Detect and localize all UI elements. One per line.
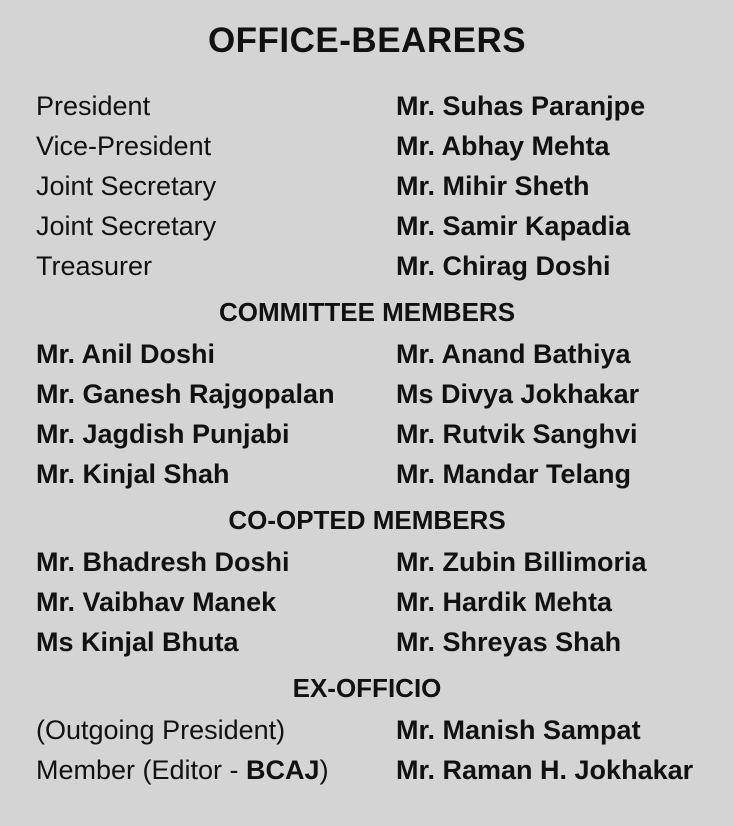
member-name: Mr. Raman H. Jokhakar: [396, 755, 694, 785]
journal-abbreviation: BCAJ: [246, 755, 320, 785]
list-item: [0, 542, 734, 582]
member-name: Mr. Zubin Billimoria: [396, 547, 647, 577]
member-name: Mr. Anil Doshi: [36, 339, 216, 369]
ex-officio-heading: EX-OFFICIO: [292, 673, 442, 703]
member-name: Ms Kinjal Bhuta: [36, 627, 239, 657]
member-name: Mr. Rutvik Sanghvi: [396, 419, 638, 449]
member-name: Mr. Abhay Mehta: [396, 131, 610, 161]
role-label-prefix: Member (Editor -: [36, 755, 247, 785]
list-item: [0, 582, 734, 622]
list-item: [0, 86, 734, 126]
member-name: Mr. Suhas Paranjpe: [396, 91, 646, 121]
role-label: Vice-President: [36, 131, 212, 161]
role-label-suffix: ): [319, 755, 329, 785]
list-item: [0, 246, 734, 286]
list-item: [0, 750, 734, 790]
member-name: Mr. Bhadresh Doshi: [36, 547, 290, 577]
page-title: OFFICE-BEARERS: [207, 21, 527, 60]
member-name: Mr. Vaibhav Manek: [36, 587, 277, 617]
member-name: Ms Divya Jokhakar: [396, 379, 640, 409]
member-name: Mr. Hardik Mehta: [396, 587, 613, 617]
list-item: [0, 334, 734, 374]
member-name: Mr. Mandar Telang: [396, 459, 632, 489]
member-name: Mr. Ganesh Rajgopalan: [36, 379, 335, 409]
role-label: Treasurer: [36, 251, 153, 281]
list-item: [0, 206, 734, 246]
role-label: Joint Secretary: [36, 211, 217, 241]
list-item: [0, 710, 734, 750]
list-item: [0, 126, 734, 166]
ex-officio-list: [0, 710, 734, 790]
list-item: [0, 374, 734, 414]
co-opted-members-list: [0, 542, 734, 662]
list-item: [0, 622, 734, 662]
list-item: [0, 414, 734, 454]
member-name: Mr. Anand Bathiya: [396, 339, 631, 369]
member-name: Mr. Kinjal Shah: [36, 459, 230, 489]
role-label: Joint Secretary: [36, 171, 217, 201]
role-label: President: [36, 91, 151, 121]
committee-members-list: [0, 334, 734, 494]
role-label: (Outgoing President): [36, 715, 286, 745]
committee-members-heading: COMMITTEE MEMBERS: [218, 297, 516, 327]
office-bearers-list: [0, 86, 734, 286]
member-name: Mr. Shreyas Shah: [396, 627, 622, 657]
member-name: Mr. Manish Sampat: [396, 715, 641, 745]
member-name: Mr. Mihir Sheth: [396, 171, 590, 201]
member-name: Mr. Samir Kapadia: [396, 211, 631, 241]
member-name: Mr. Chirag Doshi: [396, 251, 611, 281]
list-item: [0, 454, 734, 494]
list-item: [0, 166, 734, 206]
role-label: [0, 750, 396, 790]
member-name: Mr. Jagdish Punjabi: [36, 419, 290, 449]
co-opted-members-heading: CO-OPTED MEMBERS: [228, 505, 506, 535]
